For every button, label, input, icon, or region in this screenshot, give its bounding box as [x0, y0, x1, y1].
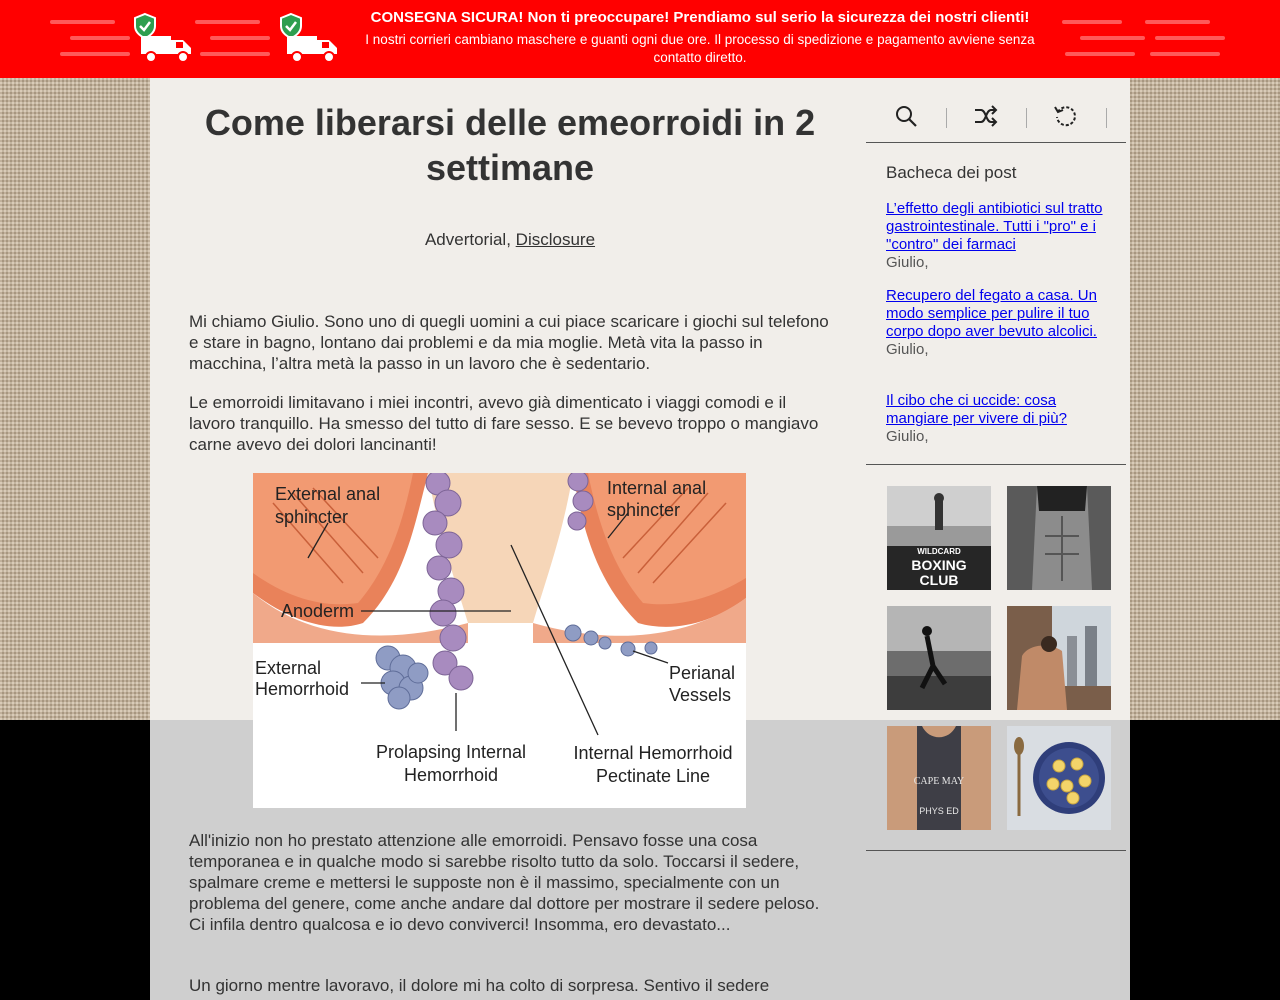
banner-text: [340, 9, 1060, 67]
thumb-text: PHYS ED: [919, 806, 959, 816]
label-external-hemorrhoid: Hemorrhoid: [255, 679, 350, 699]
article-title: Come liberarsi delle emeorroidi in 2 settimane: [204, 102, 816, 188]
article-paragraph: Le emorroidi limitavano i miei incontri, avevo già dimenticato i viaggi comodi e il lavoro tranquillo. Ha smesso del tutto di fare sesso. E se bevevo troppo o mangiavo carne avevo dei dolori lancinanti!: [189, 393, 819, 454]
decor-stripe: [195, 20, 260, 24]
label-internal-anal-sphincter: Internal anal: [607, 478, 707, 498]
decor-stripe: [1155, 36, 1225, 40]
decor-stripe: [70, 36, 130, 40]
shuffle-icon: [973, 104, 999, 128]
label-internal-hemorrhoid: Internal Hemorrhoid: [573, 743, 733, 763]
label-pectinate-line: Pectinate Line: [595, 766, 711, 786]
thumb-text: CAPE MAY: [913, 776, 965, 787]
advertorial-label: Advertorial,: [424, 230, 511, 249]
label-prolapsing-internal-hemorrhoid: Hemorrhoid: [403, 765, 499, 785]
post-item: [886, 200, 1116, 272]
label-external-hemorrhoid: External: [255, 658, 322, 678]
banner-title: CONSEGNA SICURA! Non ti preoccupare! Prendiamo sul serio la sicurezza dei nostri clienti!: [370, 9, 1030, 26]
post-author: Giulio,: [886, 428, 929, 445]
toolbar-divider: [946, 108, 947, 128]
decor-stripe: [1065, 52, 1135, 56]
thumb-text: CLUB: [919, 572, 959, 588]
label-external-anal-sphincter: External anal: [275, 484, 381, 504]
decor-stripe: [1062, 20, 1122, 24]
disclosure-link[interactable]: Disclosure: [515, 230, 596, 249]
article-paragraph: All'inizio non ho prestato attenzione alle emorroidi. Pensavo fosse una cosa temporanea e in qualche modo si sarebbe risolto tutto da solo. Toccarsi il sedere, spalmare creme e mettersi le supposte non è il massimo, specialmente con un problema del genere, come anche andare dal dottore per mostrare il sedere peloso. Ci infila dentro qualcosa e io devo conviverci! Insomma, ero devastato...: [189, 831, 820, 934]
thumbnail-abs[interactable]: [1007, 486, 1111, 590]
decor-stripe: [50, 20, 115, 24]
post-board-title: Bacheca dei post: [886, 163, 1017, 182]
thumbnail-gym[interactable]: [887, 606, 991, 710]
post-author: Giulio,: [886, 341, 929, 358]
label-external-anal-sphincter: sphincter: [275, 507, 349, 527]
decor-stripe: [1150, 52, 1220, 56]
post-item: [886, 392, 1116, 446]
safe-delivery-banner: [0, 0, 1280, 78]
decor-stripe: [1145, 20, 1210, 24]
thumb-text: WILDCARD: [917, 547, 961, 556]
search-button[interactable]: [886, 98, 926, 134]
article-paragraph: Mi chiamo Giulio. Sono uno di quegli uomini a cui piace scaricare i giochi sul telefono e stare in bagno, lontano dai problemi e da mia moglie. Metà vita la passo in macchina, l’altra metà la passo in un lavoro che è sedentario.: [189, 312, 829, 373]
post-link[interactable]: L’effetto degli antibiotici sul tratto gastrointestinale. Tutti i "pro" e i "contro" dei farmaci: [886, 200, 1103, 253]
sidebar-toolbar: [866, 98, 1126, 142]
thumbnail-window[interactable]: [1007, 606, 1111, 710]
article-paragraph: Un giorno mentre lavoravo, il dolore mi ha colto di sorpresa. Sentivo il sedere: [189, 976, 770, 995]
label-prolapsing-internal-hemorrhoid: Prolapsing Internal: [375, 742, 527, 762]
history-button[interactable]: [1046, 98, 1086, 134]
label-anoderm: Anoderm: [281, 601, 355, 621]
sidebar-divider: [866, 142, 1126, 143]
decor-stripe: [210, 36, 270, 40]
label-perianal-vessels: Perianal: [669, 663, 736, 683]
label-internal-anal-sphincter: sphincter: [607, 500, 681, 520]
label-perianal-vessels: Vessels: [669, 685, 732, 705]
thumb-text: BOXING: [911, 557, 967, 573]
decor-stripe: [1080, 36, 1145, 40]
post-link[interactable]: Recupero del fegato a casa. Un modo semplice per pulire il tuo corpo dopo aver bevuto alcolici.: [886, 287, 1097, 340]
sidebar-divider: [866, 464, 1126, 465]
decor-stripe: [200, 52, 270, 56]
sidebar-divider: [866, 850, 1126, 851]
post-item: [886, 287, 1116, 359]
safe-truck-icon: [133, 12, 195, 66]
post-link[interactable]: Il cibo che ci uccide: cosa mangiare per vivere di più?: [886, 392, 1067, 427]
toolbar-divider: [1026, 108, 1027, 128]
page-container: [150, 78, 1130, 1000]
decor-stripe: [60, 52, 130, 56]
article-byline: [190, 230, 830, 250]
toolbar-divider: [1106, 108, 1107, 128]
safe-truck-icon: [279, 12, 341, 66]
search-icon: [894, 104, 918, 128]
banner-subtitle: I nostri corrieri cambiano maschere e guanti ogni due ore. Il processo di spedizione e pagamento avviene senza contatto diretto.: [365, 32, 1035, 65]
post-author: Giulio,: [886, 254, 929, 271]
history-icon: [1053, 103, 1079, 129]
thumbnail-fruit-bowl[interactable]: [1007, 726, 1111, 830]
random-post-button[interactable]: [966, 98, 1006, 134]
thumbnail-phys-ed-shirt[interactable]: [887, 726, 991, 830]
thumbnail-boxing-club[interactable]: [887, 486, 991, 590]
hemorrhoid-anatomy-diagram: [253, 473, 746, 808]
